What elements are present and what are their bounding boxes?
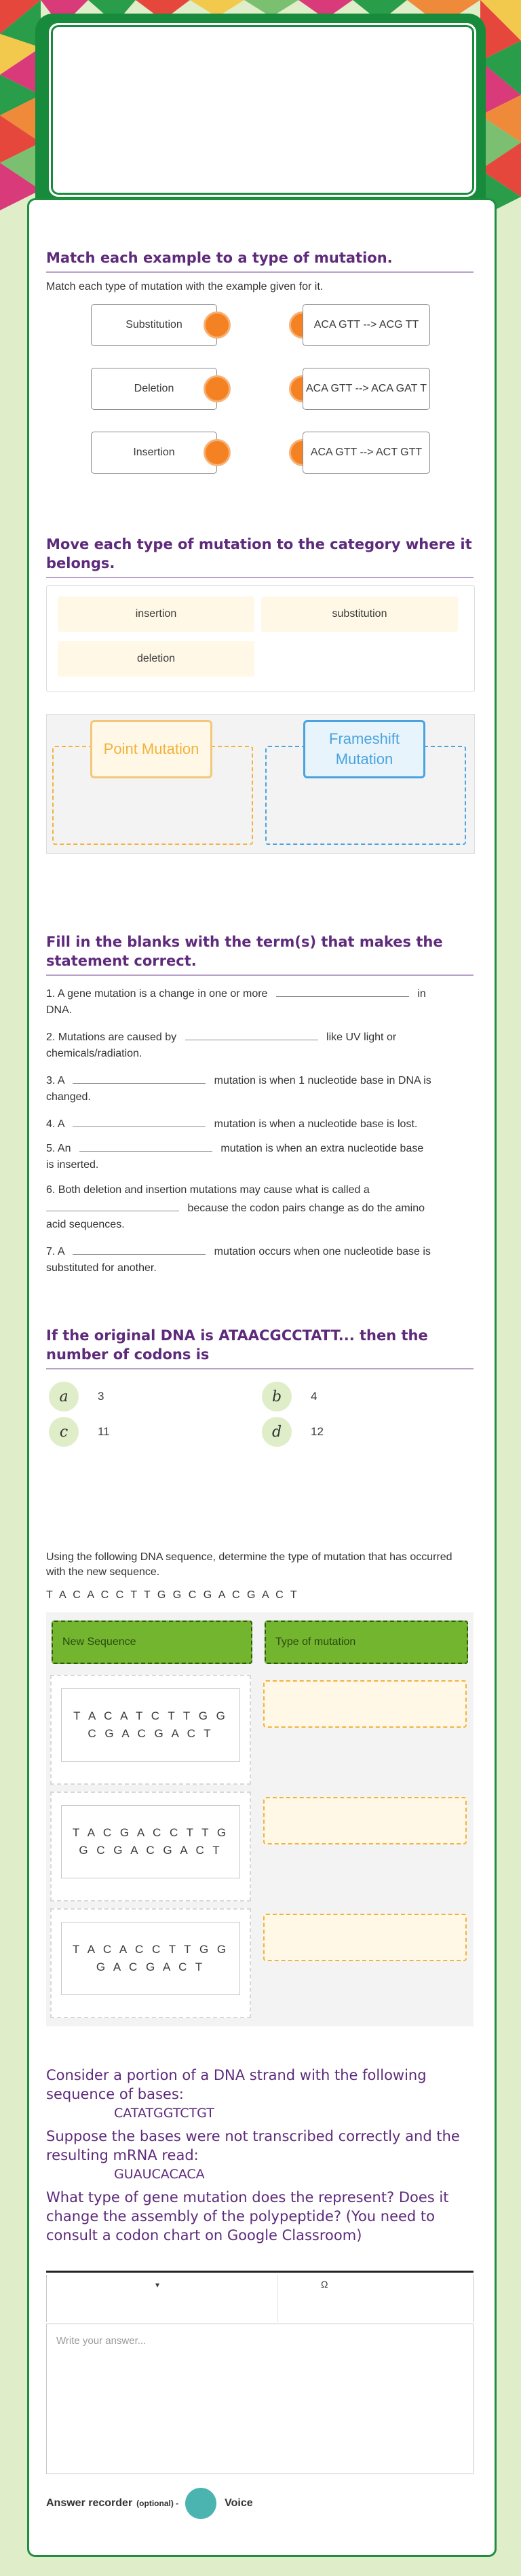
option-text: 12 bbox=[311, 1425, 324, 1438]
connector-dot[interactable] bbox=[204, 311, 231, 339]
option-text: 11 bbox=[98, 1425, 110, 1438]
answer-input[interactable]: Write your answer... bbox=[46, 2324, 474, 2474]
mcq-option[interactable] bbox=[49, 1417, 110, 1447]
mrna-sequence: GUAUCACACA bbox=[114, 2167, 205, 2182]
divider bbox=[46, 974, 474, 976]
mcq-option[interactable] bbox=[49, 1382, 104, 1412]
answer-drop-zone[interactable] bbox=[263, 1914, 467, 1961]
title-card bbox=[49, 23, 476, 197]
match-pair bbox=[46, 432, 474, 476]
blank-input[interactable] bbox=[185, 1027, 318, 1040]
drag-tile[interactable]: insertion bbox=[58, 596, 254, 632]
table-question bbox=[46, 1550, 474, 1603]
option-text: 4 bbox=[311, 1390, 317, 1403]
record-voice-button[interactable] bbox=[185, 2488, 216, 2519]
sequence-cell bbox=[50, 1792, 251, 1901]
special-char-icon[interactable]: Ω bbox=[321, 2279, 328, 2290]
option-letter: b bbox=[262, 1382, 292, 1412]
mcq-options bbox=[46, 1382, 474, 1456]
match-right-item[interactable]: ACA GTT --> ACA GAT T bbox=[303, 368, 430, 410]
column-header: Type of mutation bbox=[265, 1621, 468, 1664]
match-pair bbox=[46, 304, 474, 349]
statement bbox=[46, 1139, 474, 1173]
match-right-item[interactable]: ACA GTT --> ACG TT bbox=[303, 304, 430, 346]
bucket-label: Point Mutation bbox=[90, 720, 212, 778]
blank-input[interactable] bbox=[46, 1198, 179, 1211]
sequence-cell bbox=[50, 1908, 251, 2018]
match-left-item[interactable]: Insertion bbox=[91, 432, 217, 474]
match-left-item[interactable]: Substitution bbox=[91, 304, 217, 346]
statement-text: 5. An bbox=[46, 1143, 71, 1154]
question-title: Fill in the blanks with the term(s) that makes the statement correct. bbox=[46, 934, 443, 969]
statement bbox=[46, 1114, 474, 1133]
statement-text: mutation occurs when one nucleotide base is bbox=[214, 1246, 431, 1257]
sequence-text: T A C G A C C T T G G C G A C G A C T bbox=[61, 1805, 240, 1878]
original-sequence: T A C A C C T T G G C G A C G A C T bbox=[46, 1589, 299, 1601]
question-text: Consider a portion of a DNA strand with the following sequence of bases: bbox=[46, 2067, 427, 2102]
match-question bbox=[46, 248, 474, 295]
sequence-text: T A C A T C T T G G C G A C G A C T bbox=[61, 1688, 240, 1762]
blank-input[interactable] bbox=[73, 1071, 206, 1084]
column-header: New Sequence bbox=[52, 1621, 252, 1664]
answer-editor bbox=[46, 2271, 474, 2474]
fill-blanks-question bbox=[46, 932, 474, 976]
statement bbox=[46, 1182, 474, 1233]
statement-text: substituted for another. bbox=[46, 1262, 157, 1274]
blank-input[interactable] bbox=[73, 1242, 206, 1255]
connector-dot[interactable] bbox=[204, 439, 231, 466]
blank-input[interactable] bbox=[79, 1139, 212, 1152]
answer-drop-zone[interactable] bbox=[263, 1680, 467, 1728]
statement-text: 6. Both deletion and insertion mutations may cause what is called a bbox=[46, 1184, 370, 1196]
statement bbox=[46, 984, 474, 1019]
statement-text: 2. Mutations are caused by bbox=[46, 1031, 177, 1043]
statement bbox=[46, 1027, 474, 1062]
open-question bbox=[46, 2066, 474, 2245]
bucket-label: Frameshift Mutation bbox=[303, 720, 425, 778]
match-grid bbox=[46, 304, 474, 487]
option-letter: c bbox=[49, 1417, 79, 1447]
statement-text: 1. A gene mutation is a change in one or more bbox=[46, 988, 268, 1000]
editor-toolbar-top bbox=[46, 2271, 474, 2273]
blank-input[interactable] bbox=[73, 1114, 206, 1127]
question-text: Suppose the bases were not transcribed correctly and the resulting mRNA read: bbox=[46, 2128, 460, 2163]
question-title: If the original DNA is ATAACGCCTATT... then the number of codons is bbox=[46, 1327, 428, 1363]
match-right-item[interactable]: ACA GTT --> ACT GTT bbox=[303, 432, 430, 474]
instructions: Using the following DNA sequence, determine the type of mutation that has occurred with the new sequence. bbox=[46, 1551, 452, 1578]
drag-tile[interactable]: substitution bbox=[261, 596, 458, 632]
statement-text: like UV light or bbox=[326, 1031, 397, 1043]
answer-drop-zone[interactable] bbox=[263, 1797, 467, 1844]
fill-blanks-body bbox=[46, 984, 474, 1283]
sequence-text: T A C A C C T T G G G A C G A C T bbox=[61, 1922, 240, 1995]
statement-text: chemicals/radiation. bbox=[46, 1048, 142, 1059]
dna-sequence: CATATGGTCTGT bbox=[114, 2106, 214, 2121]
bucket-wrap bbox=[46, 714, 474, 856]
statement-text: is inserted. bbox=[46, 1159, 99, 1171]
format-dropdown-icon[interactable]: ▾ bbox=[155, 2280, 160, 2290]
statement bbox=[46, 1071, 474, 1105]
instructions: Match each type of mutation with the example given for it. bbox=[46, 281, 324, 292]
recorder-label: Answer recorder bbox=[46, 2497, 133, 2509]
voice-label: Voice bbox=[225, 2497, 253, 2509]
question-title: Move each type of mutation to the category where it belongs. bbox=[46, 536, 472, 571]
mcq-question bbox=[46, 1326, 474, 1369]
mcq-option[interactable] bbox=[262, 1382, 317, 1412]
statement-text: mutation is when 1 nucleotide base in DNA is bbox=[214, 1075, 431, 1086]
answer-recorder bbox=[46, 2488, 253, 2519]
table-area bbox=[46, 1612, 474, 2026]
connector-dot[interactable] bbox=[204, 375, 231, 402]
statement-text: 4. A bbox=[46, 1118, 64, 1130]
editor-toolbar bbox=[46, 2275, 474, 2322]
divider bbox=[46, 1368, 474, 1369]
category-area bbox=[46, 714, 475, 854]
drag-tile[interactable]: deletion bbox=[58, 641, 254, 677]
statement-text: mutation is when an extra nucleotide base bbox=[220, 1143, 424, 1154]
statement-text: in bbox=[417, 988, 426, 1000]
tile-pool-wrap bbox=[46, 585, 474, 694]
statement-text: acid sequences. bbox=[46, 1219, 125, 1230]
option-letter: a bbox=[49, 1382, 79, 1412]
statement-text: because the codon pairs change as do the amino bbox=[187, 1202, 425, 1214]
match-pair bbox=[46, 368, 474, 413]
tile-pool bbox=[46, 585, 475, 692]
statement-text: mutation is when a nucleotide base is lost. bbox=[214, 1118, 418, 1130]
match-left-item[interactable]: Deletion bbox=[91, 368, 217, 410]
statement bbox=[46, 1242, 474, 1276]
recorder-optional: (optional) - bbox=[136, 2499, 179, 2508]
question-text: What type of gene mutation does the represent? Does it change the assembly of the polypeptide? (You need to consult a codon chart on Google Classroom) bbox=[46, 2189, 449, 2243]
option-text: 3 bbox=[98, 1390, 104, 1403]
statement-text: DNA. bbox=[46, 1004, 73, 1016]
statement-text: 7. A bbox=[46, 1246, 64, 1257]
sequence-cell bbox=[50, 1675, 251, 1785]
statement-text: changed. bbox=[46, 1091, 91, 1103]
question-title: Match each example to a type of mutation. bbox=[46, 250, 393, 266]
divider bbox=[46, 271, 474, 273]
option-letter: d bbox=[262, 1417, 292, 1447]
categorize-question bbox=[46, 535, 474, 578]
mutation-table bbox=[46, 1612, 474, 2026]
divider bbox=[46, 577, 474, 578]
statement-text: 3. A bbox=[46, 1075, 64, 1086]
toolbar-divider bbox=[277, 2275, 278, 2322]
blank-input[interactable] bbox=[276, 984, 409, 997]
mcq-option[interactable] bbox=[262, 1417, 324, 1447]
